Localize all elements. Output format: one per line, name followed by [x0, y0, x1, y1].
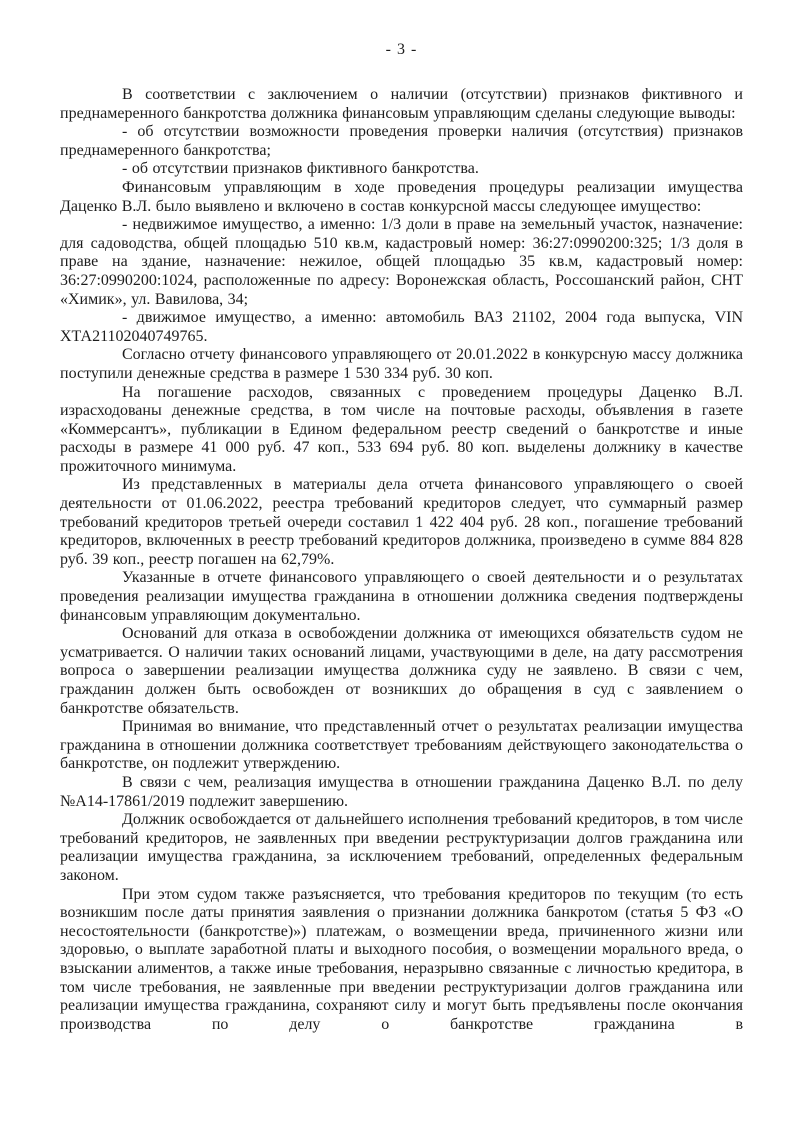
paragraph-intro-conclusion: В соответствии с заключением о наличии (отсутствии) признаков фиктивного и преднамеренного банкротства должника финансовым управляющим сделаны следующие выводы:	[60, 86, 743, 122]
paragraph-movable-property: - движимое имущество, а именно: автомобиль ВАЗ 21102, 2004 года выпуска, VIN ХТА21102040749765.	[60, 309, 743, 345]
document-body	[60, 86, 743, 1034]
paragraph-report-approval: Принимая во внимание, что представленный отчет о результатах реализации имущества гражданина в отношении должника соответствует требованиям действующего законодательства о банкротстве, он подлежит утверждению.	[60, 718, 743, 773]
page-number: - 3 -	[385, 41, 418, 58]
paragraph-immovable-property: - недвижимое имущество, а именно: 1/3 доли в праве на земельный участок, назначение: для садоводства, общей площадью 510 кв.м, кадастровый номер: 36:27:0990200:325; 1/3 доля в праве на здание, назначение: нежилое, общей площадью 35 кв.м, кадастровый номер: 36:27:0990200:1024, расположенные по адресу: Воронежская область, Россошанский район, СНТ «Химик», ул. Вавилова, 34;	[60, 216, 743, 308]
paragraph-current-claims-clarification: При этом судом также разъясняется, что требования кредиторов по текущим (то есть возникшим после даты принятия заявления о признании должника банкротом (статья 5 ФЗ «О несостоятельности (банкротстве)») платежам, о возмещении вреда, причиненного жизни или здоровью, о выплате заработной платы и выходного пособия, о возмещении морального вреда, о взыскании алиментов, а также иные требования, неразрывно связанные с личностью кредитора, в том числе требования, не заявленные при введении реструктуризации долгов гражданина или реализации имущества гражданина, сохраняют силу и могут быть предъявлены после окончания производства по делу о банкротстве гражданина в	[60, 885, 743, 1033]
paragraph-list-no-fictitious-signs: - об отсутствии признаков фиктивного банкротства.	[122, 160, 479, 178]
paragraph-case-completion: В связи с чем, реализация имущества в отношении гражданина Даценко В.Л. по делу №А14-17861/2019 подлежит завершению.	[60, 773, 743, 810]
paragraph-creditors-register: Из представленных в материалы дела отчета финансового управляющего о своей деятельности от 01.06.2022, реестра требований кредиторов следует, что суммарный размер требований кредиторов третьей очереди составил 1 422 404 руб. 28 коп., погашение требований кредиторов, включенных в реестр требований кредиторов должника, произведено в сумме 884 828 руб. 39 коп., реестр погашен на 62,79%.	[60, 476, 743, 568]
paragraph-expenses: На погашение расходов, связанных с проведением процедуры Даценко В.Л. израсходованы денежные средства, в том числе на почтовые расходы, объявления в газете «Коммерсантъ», публикации в Едином федеральном реестр сведений о банкротстве и иные расходы в размере 41 000 руб. 47 коп., 533 694 руб. 80 коп. выделены должнику в качестве прожиточного минимума.	[60, 383, 743, 475]
paragraph-property-found-intro: Финансовым управляющим в ходе проведения процедуры реализации имущества Даценко В.Л. было выявлено и включено в состав конкурсной массы следующее имущество:	[60, 178, 743, 215]
paragraph-debtor-release: Должник освобождается от дальнейшего исполнения требований кредиторов, в том числе требований кредиторов, не заявленных при введении реструктуризации долгов гражданина или реализации имущества гражданина, за исключением требований, определенных федеральным законом.	[60, 811, 743, 884]
paragraph-no-refusal-grounds: Оснований для отказа в освобождении должника от имеющихся обязательств судом не усматривается. О наличии таких оснований лицами, участвующими в деле, на дату рассмотрения вопроса о завершении реализации имущества должника суду не заявлено. В связи с чем, гражданин должен быть освобожден от возникших до обращения в суд с заявлением о банкротстве обязательств.	[60, 625, 743, 717]
paragraph-funds-received: Согласно отчету финансового управляющего от 20.01.2022 в конкурсную массу должника поступили денежные средства в размере 1 530 334 руб. 30 коп.	[60, 346, 743, 382]
paragraph-report-confirmed: Указанные в отчете финансового управляющего о своей деятельности и о результатах проведения реализации имущества гражданина в отношении должника сведения подтверждены финансовым управляющим документально.	[60, 569, 743, 624]
paragraph-list-no-premeditated-check: - об отсутствии возможности проведения проверки наличия (отсутствия) признаков преднамеренного банкротства;	[60, 123, 743, 159]
